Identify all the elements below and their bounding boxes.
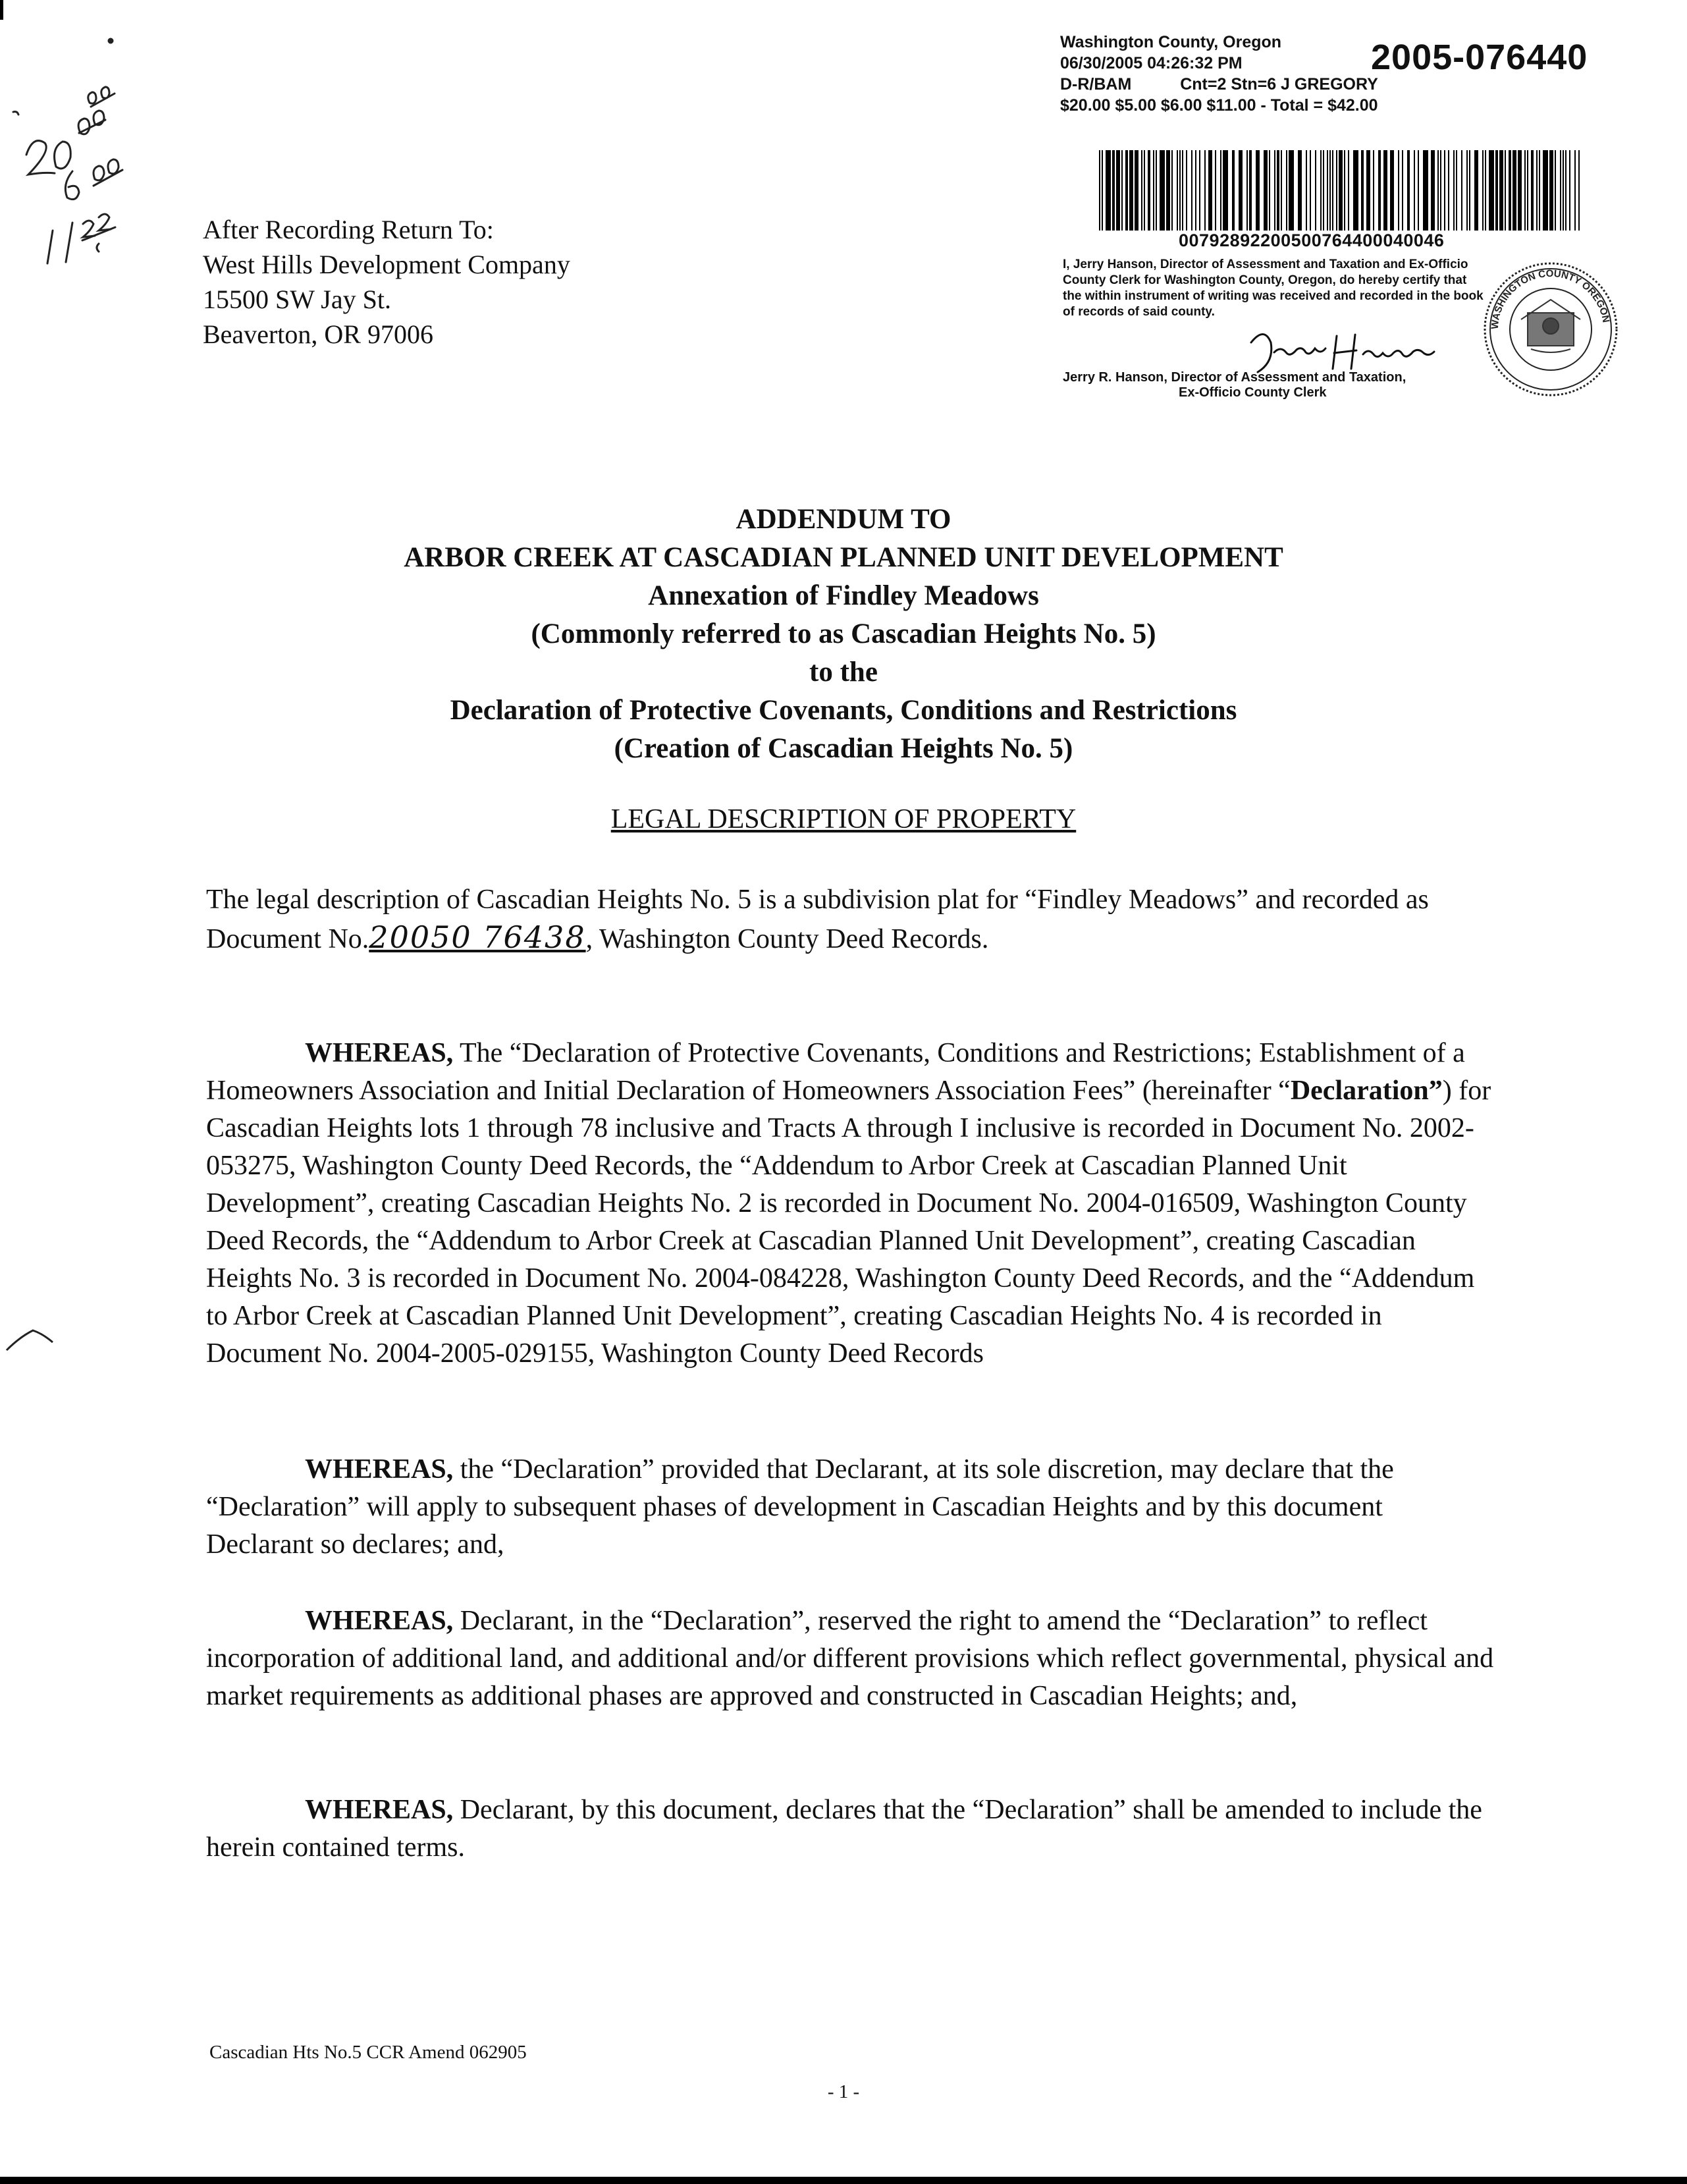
barcode-bar (1191, 150, 1192, 231)
whereas-1-declaration-term: Declaration” (1290, 1076, 1443, 1106)
barcode-bar (1148, 150, 1150, 231)
barcode-bar (1320, 150, 1322, 231)
barcode-bar (1361, 150, 1364, 231)
title-line-6: Declaration of Protective Covenants, Conditions and Restrictions (450, 695, 1237, 726)
barcode-bar (1444, 150, 1445, 231)
stamp-datetime: 06/30/2005 04:26:32 PM (1060, 54, 1243, 72)
return-city: Beaverton, OR 97006 (203, 319, 433, 349)
barcode-bar (1495, 150, 1498, 231)
return-address-block (203, 212, 570, 352)
barcode-bar (1560, 150, 1561, 231)
stamp-fees: $20.00 $5.00 $6.00 $11.00 - Total = $42.00 (1060, 96, 1378, 115)
barcode-bar (1186, 150, 1187, 231)
barcode-bar (1156, 150, 1157, 231)
title-line-3: Annexation of Findley Meadows (648, 580, 1039, 611)
barcode-bar (1555, 150, 1556, 231)
barcode-bar (1121, 150, 1123, 231)
footer-document-reference: Cascadian Hts No.5 CCR Amend 062905 (209, 2042, 527, 2063)
barcode-bar (1239, 150, 1243, 231)
legal-text-post: , Washington County Deed Records. (585, 924, 989, 954)
barcode-bar (1153, 150, 1154, 231)
clerk-certification: I, Jerry Hanson, Director of Assessment and Taxation and Ex-Officio County Clerk for Washington County, Oregon, do hereby certify that the within instrument of writing was received and recorded in the book of records of said county. (1063, 258, 1484, 319)
barcode-bar (1129, 150, 1133, 231)
barcode-bar (1509, 150, 1511, 231)
whereas-label: WHEREAS, (305, 1454, 454, 1485)
title-line-2: ARBOR CREEK AT CASCADIAN PLANNED UNIT DEVELOPMENT (404, 542, 1283, 573)
barcode-bar (1298, 150, 1302, 231)
barcode-bar (1323, 150, 1324, 231)
barcode-bar (1402, 150, 1403, 231)
barcode-number: 00792892200500764400040046 (1179, 231, 1445, 250)
barcode-bar (1099, 150, 1100, 231)
whereas-1-text-a: The “Declaration of Protective Covenants, Conditions and Restrictions; Establishment of a Homeowners Association and Initial Declaration of Homeowners Association Fees” (hereinafter “ (206, 1038, 1465, 1106)
barcode-bar (1269, 150, 1270, 231)
scan-bottom-edge (0, 2177, 1687, 2184)
recorded-document-number: 2005-076440 (1371, 38, 1588, 77)
barcode-bar (1286, 150, 1287, 231)
barcode-bar (1482, 150, 1484, 231)
barcode-bar (1289, 150, 1294, 231)
county-seal (1482, 260, 1620, 398)
barcode-bar (1102, 150, 1103, 231)
barcode-bar (1407, 150, 1410, 231)
barcode-bar (1204, 150, 1206, 231)
whereas-2-text: the “Declaration” provided that Declarant, at its sole discretion, may declare that the “Declaration” will apply to subsequent phases of development in Cascadian Heights and by this document Declarant so declares; and, (206, 1454, 1394, 1560)
legal-text-pre: The legal description of Cascadian Heights No. 5 is a subdivision plat for “Findley Meadows” and recorded as Document No. (206, 885, 1429, 954)
stamp-code: D-R/BAM (1060, 75, 1132, 94)
barcode-bar (1336, 150, 1337, 231)
barcode-bar (1306, 150, 1307, 231)
barcode-bar (1281, 150, 1282, 231)
barcode-bar (1549, 150, 1553, 231)
barcode-bar (1543, 150, 1548, 231)
stamp-county: Washington County, Oregon (1060, 33, 1282, 51)
barcode-bar (1223, 150, 1228, 231)
barcode-bar (1456, 150, 1457, 231)
barcode-bar (1390, 150, 1394, 231)
seal-text: WASHINGTON COUNTY OREGON (1489, 267, 1612, 330)
barcode-bar (1418, 150, 1419, 231)
whereas-1-text-b: ) for Cascadian Heights lots 1 through 78 inclusive and Tracts A through I inclusive is recorded in Document No. 2002-053275, Washington County Deed Records, the “Addendum to Arbor Creek at Cascadian Planned Unit Development”, creating Cascadian Heights No. 2 is recorded in Document No. 2004-016509, Washington County Deed Records, the “Addendum to Arbor Creek at Cascadian Planned Unit Development”, creating Cascadian Heights No. 3 is recorded in Document No. 2004-084228, Washington County Deed Records, and the “Addendum to Arbor Creek at Cascadian Planned Unit Development”, creating Cascadian Heights No. 4 is recorded in Document No. 2004-2005-029155, Washington County Deed Records (206, 1076, 1491, 1369)
barcode-bar (1177, 150, 1178, 231)
barcode-bar (1344, 150, 1345, 231)
barcode-bar (1208, 150, 1212, 231)
barcode-bar (1414, 150, 1415, 231)
section-heading: LEGAL DESCRIPTION OF PROPERTY (610, 804, 1077, 834)
whereas-paragraph-1 (206, 1035, 1497, 1373)
whereas-label: WHEREAS, (305, 1038, 454, 1068)
document-title-block (0, 501, 1687, 768)
barcode-bar (1378, 150, 1381, 231)
title-line-4: (Commonly referred to as Cascadian Heights No. 5) (531, 618, 1156, 649)
barcode-bar (1431, 150, 1435, 231)
handwritten-document-number: 20050 76438 (369, 919, 586, 955)
barcode-bar (1264, 150, 1268, 231)
barcode-bar (1453, 150, 1455, 231)
whereas-label: WHEREAS, (305, 1795, 454, 1825)
whereas-paragraph-2 (206, 1451, 1497, 1564)
barcode-bar (1106, 150, 1111, 231)
barcode-bar (1144, 150, 1145, 231)
barcode-bar (1461, 150, 1462, 231)
barcode-bar (1171, 150, 1173, 231)
title-line-1: ADDENDUM TO (736, 504, 951, 535)
barcode-bar (1329, 150, 1331, 231)
barcode-bar (1469, 150, 1470, 231)
legal-description-paragraph (206, 881, 1497, 958)
whereas-paragraph-3 (206, 1602, 1497, 1715)
barcode-bar (1195, 150, 1196, 231)
whereas-4-text: Declarant, by this document, declares that the “Declaration” shall be amended to include the herein contained terms. (206, 1795, 1482, 1863)
barcode-bar (1339, 150, 1343, 231)
barcode-bar (1466, 150, 1468, 231)
barcode-bar (1256, 150, 1260, 231)
barcode-bar (1423, 150, 1428, 231)
barcode-bar (1524, 150, 1526, 231)
barcode-bar (1348, 150, 1349, 231)
barcode-bar (1489, 150, 1494, 231)
whereas-label: WHEREAS, (305, 1606, 454, 1636)
return-heading: After Recording Return To: (203, 215, 494, 244)
barcode-bar (1448, 150, 1449, 231)
barcode-bar (1531, 150, 1534, 231)
certifier-name: Jerry R. Hanson, Director of Assessment and Taxation, (1063, 370, 1406, 385)
stamp-detail: Cnt=2 Stn=6 J GREGORY (1180, 75, 1378, 94)
barcode-bar (1182, 150, 1183, 231)
barcode-bar (1383, 150, 1387, 231)
barcode-image (1096, 150, 1584, 231)
barcode-bar (1160, 150, 1165, 231)
return-company: West Hills Development Company (203, 250, 570, 279)
whereas-3-text: Declarant, in the “Declaration”, reserved the right to amend the “Declaration” to reflect incorporation of additional land, and additional and/or different provisions which reflect governmental, physical and market requirements as additional phases are approved and constructed in Cascadian Heights; and, (206, 1606, 1494, 1711)
return-street: 15500 SW Jay St. (203, 285, 391, 314)
title-line-7: (Creation of Cascadian Heights No. 5) (614, 733, 1073, 764)
barcode-bar (1499, 150, 1503, 231)
barcode-bar (1565, 150, 1566, 231)
barcode-bar (1232, 150, 1235, 231)
barcode-bar (1437, 150, 1439, 231)
barcode-bar (1249, 150, 1252, 231)
barcode-bar (1220, 150, 1221, 231)
barcode-bar (1505, 150, 1506, 231)
barcode-bar (1574, 150, 1576, 231)
barcode-bar (1125, 150, 1128, 231)
barcode-bar (1398, 150, 1399, 231)
barcode-bar (1366, 150, 1370, 231)
barcode-bar (1569, 150, 1570, 231)
barcode-bar (1112, 150, 1115, 231)
barcode-bar (1179, 150, 1181, 231)
barcode-bar (1513, 150, 1516, 231)
barcode-bar (1135, 150, 1138, 231)
whereas-paragraph-4 (206, 1791, 1497, 1867)
barcode-bar (1440, 150, 1441, 231)
barcode-bar (1277, 150, 1279, 231)
barcode-bar (1246, 150, 1248, 231)
barcode-bar (1116, 150, 1120, 231)
barcode-bar (1332, 150, 1333, 231)
barcode-bar (1527, 150, 1528, 231)
barcode-bar (1536, 150, 1538, 231)
barcode-bar (1141, 150, 1142, 231)
barcode-bar (1315, 150, 1316, 231)
barcode-bar (1310, 150, 1311, 231)
barcode-bar (1166, 150, 1170, 231)
title-line-5: to the (809, 657, 878, 688)
barcode-bar (1353, 150, 1358, 231)
barcode-bar (1373, 150, 1374, 231)
barcode-bar (1199, 150, 1200, 231)
barcode-bar (1274, 150, 1275, 231)
barcode-bar (1327, 150, 1328, 231)
margin-check-mark (0, 1317, 59, 1357)
barcode-bar (1563, 150, 1564, 231)
barcode-bar (1215, 150, 1216, 231)
barcode-bar (1485, 150, 1486, 231)
barcode-bar (1578, 150, 1580, 231)
barcode-bar (1518, 150, 1522, 231)
handwritten-fee-notes (0, 13, 217, 290)
barcode-bar (1539, 150, 1540, 231)
page-number: - 1 - (827, 2081, 860, 2102)
barcode-bar (1474, 150, 1478, 231)
certifier-title: Ex-Officio County Clerk (1179, 385, 1327, 400)
